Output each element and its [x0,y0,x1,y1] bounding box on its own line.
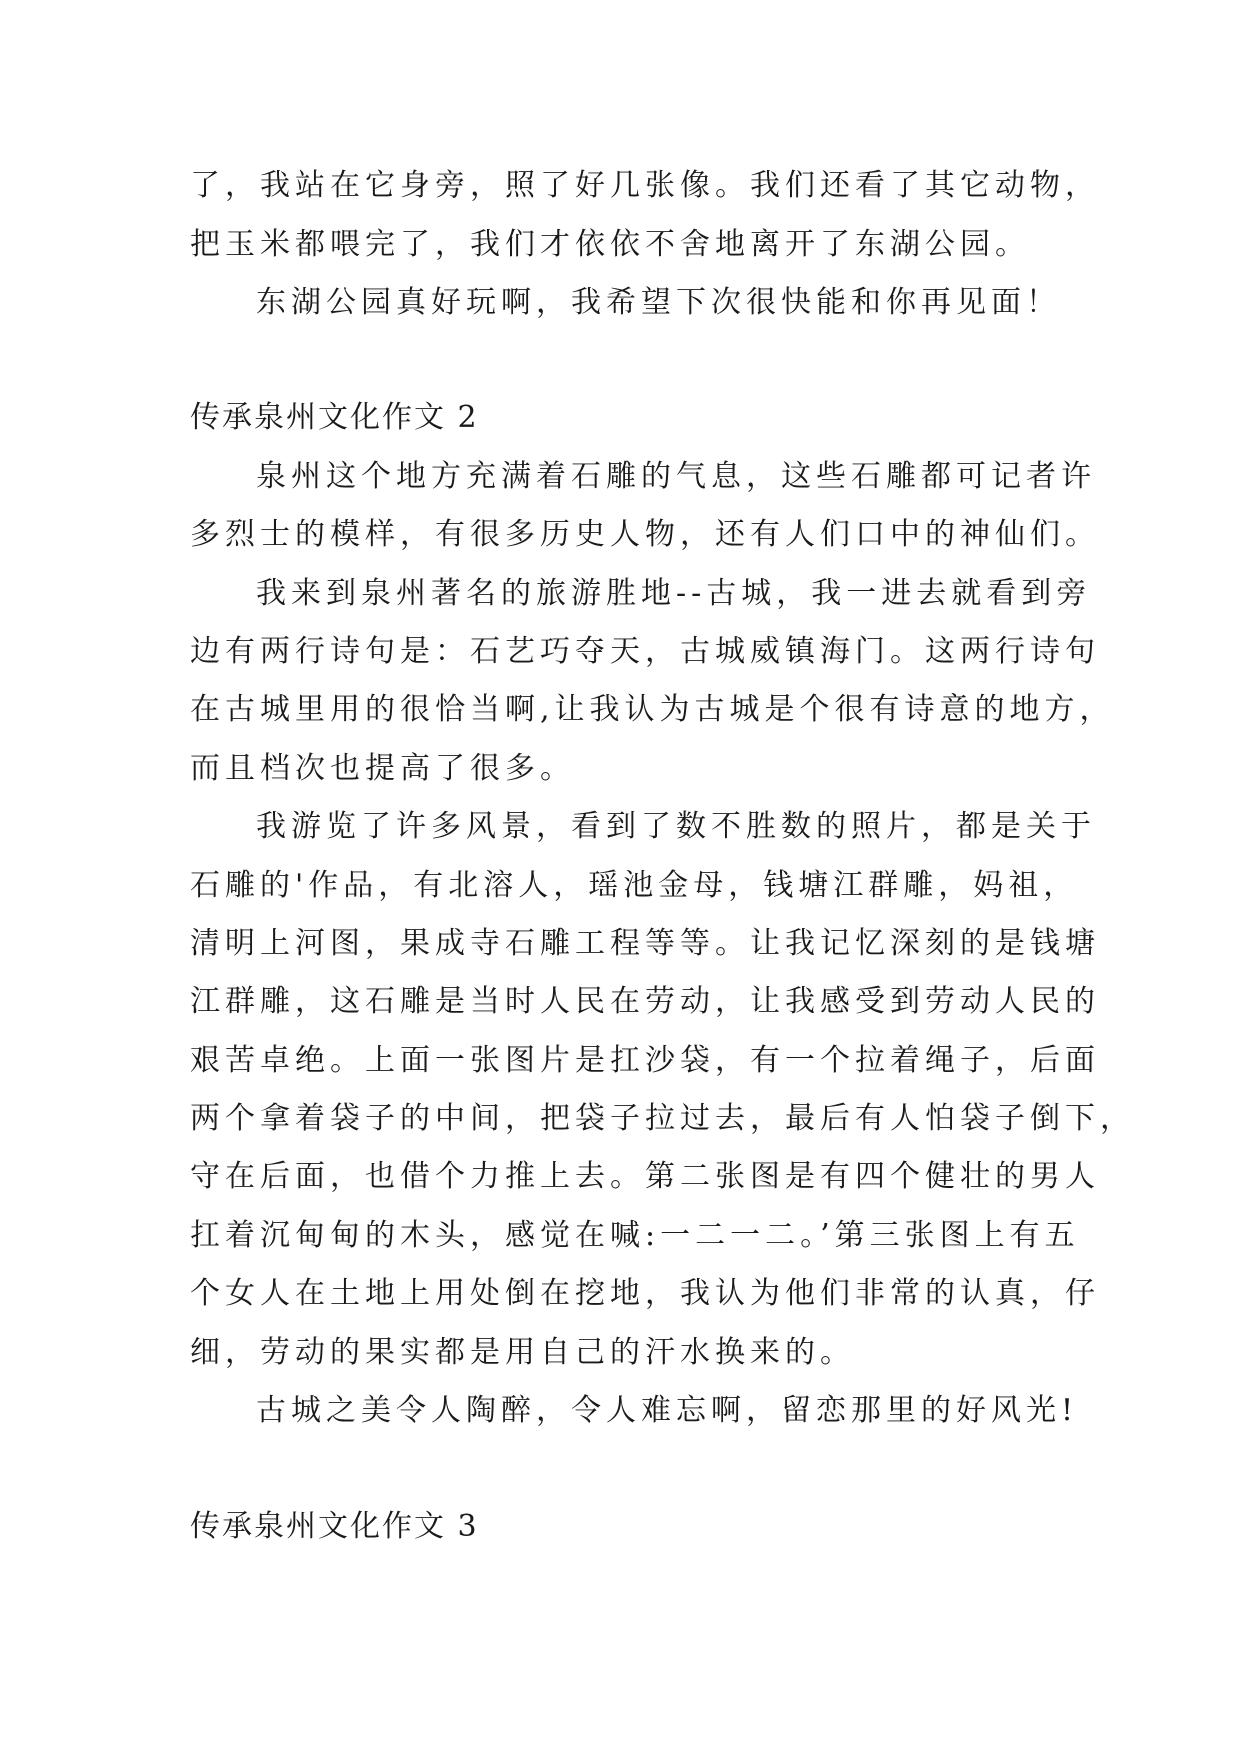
paragraph-line: 古城之美令人陶醉，令人难忘啊，留恋那里的好风光! [256,1393,1079,1428]
paragraph-line: 清明上河图，果成寺石雕工程等等。让我记忆深刻的是钱塘 [190,926,1100,961]
paragraph-line: 两个拿着袋子的中间，把袋子拉过去，最后有人怕袋子倒下， [190,1101,1135,1136]
paragraph-line: 扛着沉甸甸的木头，感觉在喊:一二一二。’第三张图上有五 [190,1218,1080,1253]
paragraph-line: 泉州这个地方充满着石雕的气息，这些石雕都可记者许 [256,459,1096,494]
paragraph-line: 多烈士的模样，有很多历史人物，还有人们口中的神仙们。 [190,517,1100,552]
paragraph-line: 石雕的'作品，有北溶人，瑶池金母，钱塘江群雕，妈祖， [190,868,1079,903]
paragraph-line: 守在后面，也借个力推上去。第二张图是有四个健壮的男人 [190,1159,1100,1194]
paragraph-line: 我来到泉州著名的旅游胜地--古城，我一进去就看到旁 [256,576,1092,611]
paragraph-line: 东湖公园真好玩啊，我希望下次很快能和你再见面！ [256,285,1061,320]
paragraph-line: 我游览了许多风景，看到了数不胜数的照片，都是关于 [256,809,1096,844]
paragraph-line: 在古城里用的很恰当啊,让我认为古城是个很有诗意的地方， [190,692,1115,727]
paragraph-line: 边有两行诗句是：石艺巧夺天，古城威镇海门。这两行诗句 [190,634,1100,669]
paragraph-line: 细，劳动的果实都是用自己的汗水换来的。 [190,1335,855,1370]
section-title: 传承泉州文化作文 3 [190,1509,479,1544]
section-title: 传承泉州文化作文 2 [190,400,479,435]
paragraph-line: 江群雕，这石雕是当时人民在劳动，让我感受到劳动人民的 [190,984,1100,1019]
paragraph-line: 把玉米都喂完了，我们才依依不舍地离开了东湖公园。 [190,227,1030,262]
paragraph-line: 艰苦卓绝。上面一张图片是扛沙袋，有一个拉着绳子，后面 [190,1043,1100,1078]
paragraph-line: 个女人在土地上用处倒在挖地，我认为他们非常的认真，仔 [190,1276,1100,1311]
paragraph-line: 了，我站在它身旁，照了好几张像。我们还看了其它动物， [190,168,1100,203]
paragraph-line: 而且档次也提高了很多。 [190,751,575,786]
